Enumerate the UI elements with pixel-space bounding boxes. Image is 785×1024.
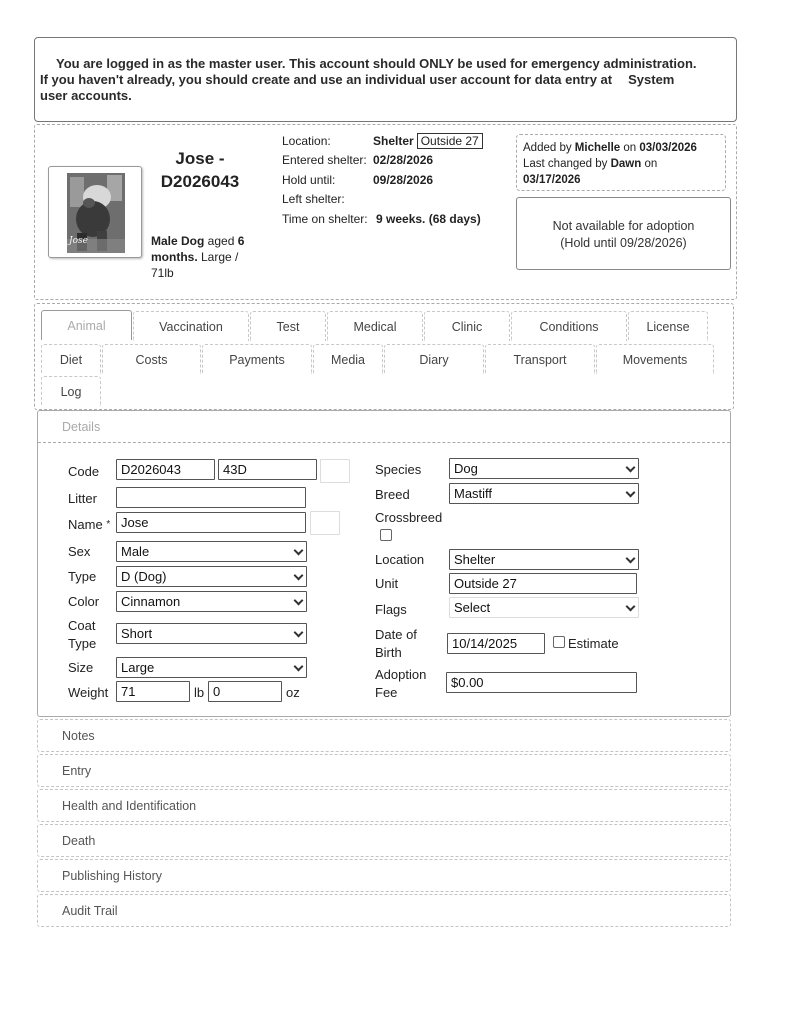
size-label: Size <box>68 660 94 675</box>
tab-media[interactable]: Media <box>313 344 383 374</box>
species-value: Dog <box>454 461 478 476</box>
adoption-fee-input[interactable]: $0.00 <box>446 672 637 693</box>
flags-label: Flags <box>375 602 407 617</box>
warning-line-1: You are logged in as the master user. This account should ONLY be used for emergency administration. <box>56 56 697 71</box>
coat-type-select[interactable] <box>116 623 307 644</box>
section-publishing-history[interactable]: Publishing History <box>37 859 731 892</box>
summary-age: 6 months. <box>151 234 245 264</box>
breed-select[interactable] <box>449 483 639 504</box>
changed-by: Dawn <box>610 158 642 170</box>
weight-label: Weight <box>68 685 109 700</box>
chevron-down-icon <box>626 463 636 473</box>
location-field-value: Shelter <box>454 552 496 567</box>
system-user-accounts-link[interactable]: System <box>628 72 675 87</box>
size-value: Large <box>121 660 155 675</box>
dog-photo-icon <box>67 173 125 253</box>
fee-label-2: Fee <box>375 685 398 700</box>
tab-clinic[interactable]: Clinic <box>424 311 510 341</box>
section-entry[interactable]: Entry <box>37 754 731 787</box>
type-value: D (Dog) <box>121 569 167 584</box>
summary-aged: aged <box>204 234 238 248</box>
section-notes[interactable]: Notes <box>37 719 731 752</box>
dob-label-1: Date of <box>375 627 417 642</box>
flags-select[interactable] <box>449 597 639 618</box>
name-label <box>68 516 110 534</box>
color-select[interactable] <box>116 591 307 612</box>
section-health-identification[interactable]: Health and Identification <box>37 789 731 822</box>
thumb-caption: Jose <box>69 236 88 246</box>
warning-line-2: If you haven't already, you should create and use an individual user account for data entry at <box>40 72 613 87</box>
chevron-down-icon <box>294 546 304 556</box>
details-panel <box>37 410 731 717</box>
color-value: Cinnamon <box>121 594 181 609</box>
animal-header <box>34 124 737 300</box>
record-audit-box <box>516 134 726 191</box>
dob-label <box>375 626 417 662</box>
short-code-input[interactable]: 43D <box>218 459 317 480</box>
location-unit-badge: Outside 27 <box>417 133 483 149</box>
chevron-down-icon <box>294 596 304 606</box>
chevron-down-icon <box>626 488 636 498</box>
time-label: Time on shelter: <box>282 211 368 226</box>
flags-value: Select <box>454 600 491 615</box>
tab-payments[interactable]: Payments <box>202 344 312 374</box>
added-prefix: Added by <box>523 142 575 154</box>
entered-value: 02/28/2026 <box>373 153 434 168</box>
weight-oz-input[interactable]: 0 <box>208 681 282 702</box>
animal-title <box>150 147 250 193</box>
sex-value: Male <box>121 544 150 559</box>
animal-code-line: D2026043 <box>160 172 240 191</box>
changed-prefix: Last changed by <box>523 158 611 170</box>
location-label: Location: <box>282 133 331 148</box>
tab-costs[interactable]: Costs <box>102 344 201 374</box>
chevron-down-icon <box>294 571 304 581</box>
dob-label-2: Birth <box>375 645 402 660</box>
changed-on: on <box>641 158 658 170</box>
tab-license[interactable]: License <box>628 311 708 341</box>
summary-sex-species: Male Dog <box>151 234 205 248</box>
left-label: Left shelter: <box>282 192 345 207</box>
adoption-status-box <box>516 197 731 270</box>
code-generate-button[interactable] <box>320 459 350 483</box>
added-by: Michelle <box>574 142 621 154</box>
coat-label-1: Coat <box>68 618 96 633</box>
tab-transport[interactable]: Transport <box>485 344 595 374</box>
litter-input[interactable] <box>116 487 306 508</box>
tab-movements[interactable]: Movements <box>596 344 714 374</box>
animal-tabs <box>34 303 734 410</box>
fee-label <box>375 666 426 702</box>
hold-value: 09/28/2026 <box>373 172 434 187</box>
fee-label-1: Adoption <box>375 667 427 682</box>
details-heading[interactable]: Details <box>38 411 730 443</box>
unit-label: Unit <box>375 576 399 591</box>
coat-label-2: Type <box>68 636 97 651</box>
chevron-down-icon <box>294 662 304 672</box>
tab-test[interactable]: Test <box>250 311 326 341</box>
name-required-mark: * <box>106 519 111 530</box>
animal-summary <box>151 233 259 281</box>
species-select[interactable] <box>449 458 639 479</box>
adoption-status-line-2: (Hold until 09/28/2026) <box>560 236 687 250</box>
type-select[interactable] <box>116 566 307 587</box>
oz-unit: oz <box>286 685 300 700</box>
location-field-label: Location <box>375 552 425 567</box>
crossbreed-label: Crossbreed <box>375 510 443 525</box>
code-label: Code <box>68 464 100 479</box>
code-input[interactable]: D2026043 <box>116 459 215 480</box>
tab-log[interactable]: Log <box>41 376 101 406</box>
entered-label: Entered shelter: <box>282 153 367 168</box>
tab-animal[interactable]: Animal <box>41 310 132 340</box>
summary-size-weight: Large / 71lb <box>151 250 239 280</box>
chevron-down-icon <box>626 602 636 612</box>
breed-label: Breed <box>375 487 410 502</box>
estimate-label: Estimate <box>568 636 619 651</box>
changed-date: 03/17/2026 <box>523 174 581 186</box>
warning-line-3: user accounts. <box>40 88 132 103</box>
sex-select[interactable] <box>116 541 307 562</box>
color-label: Color <box>68 594 100 609</box>
location-value: Shelter <box>373 133 414 148</box>
species-label: Species <box>375 462 422 477</box>
tab-diary[interactable]: Diary <box>384 344 484 374</box>
added-on: on <box>620 142 640 154</box>
litter-label: Litter <box>68 491 97 506</box>
coat-label <box>68 617 96 653</box>
name-label-text: Name <box>68 517 103 532</box>
shelter-info <box>282 131 483 229</box>
weight-lb-input[interactable]: 71 <box>116 681 190 702</box>
adoption-status-line-1: Not available for adoption <box>552 219 695 233</box>
master-user-warning <box>34 37 737 122</box>
hold-label: Hold until: <box>282 172 336 187</box>
breed-value: Mastiff <box>454 486 493 501</box>
sex-label: Sex <box>68 544 91 559</box>
dob-input[interactable]: 10/14/2025 <box>447 633 545 654</box>
lb-unit: lb <box>194 685 205 700</box>
animal-name-line: Jose - <box>175 149 225 168</box>
section-death[interactable]: Death <box>37 824 731 857</box>
coat-value: Short <box>121 626 153 641</box>
section-audit-trail[interactable]: Audit Trail <box>37 894 731 927</box>
crossbreed-checkbox[interactable] <box>380 529 392 541</box>
type-label: Type <box>68 569 97 584</box>
time-value: 9 weeks. (68 days) <box>376 211 481 226</box>
tab-diet[interactable]: Diet <box>41 344 101 374</box>
animal-thumbnail[interactable] <box>48 166 142 258</box>
chevron-down-icon <box>626 554 636 564</box>
unit-input[interactable]: Outside 27 <box>449 573 637 594</box>
location-select[interactable] <box>449 549 639 570</box>
name-input[interactable]: Jose <box>116 512 306 533</box>
tab-medical[interactable]: Medical <box>327 311 423 341</box>
added-date: 03/03/2026 <box>639 142 697 154</box>
chevron-down-icon <box>294 628 304 638</box>
estimate-checkbox[interactable] <box>553 636 565 648</box>
tab-conditions[interactable]: Conditions <box>511 311 627 341</box>
name-generate-button[interactable] <box>310 511 340 535</box>
size-select[interactable] <box>116 657 307 678</box>
tab-vaccination[interactable]: Vaccination <box>133 311 249 341</box>
